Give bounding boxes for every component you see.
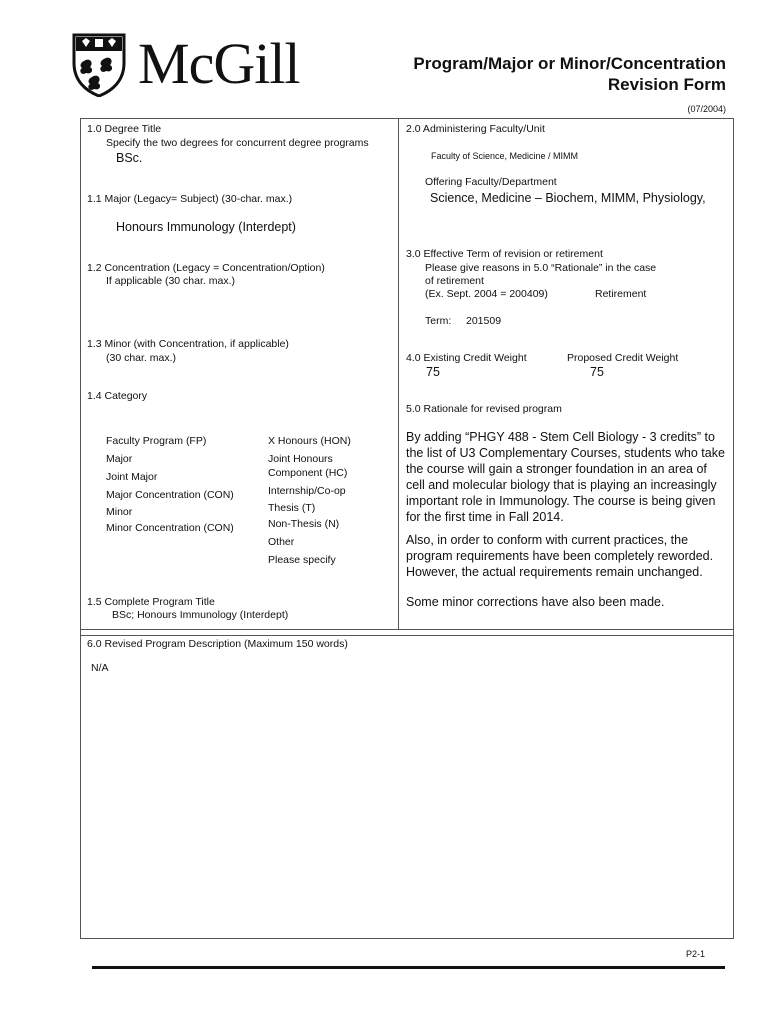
offering-faculty-label: Offering Faculty/Department [425,176,557,188]
mcgill-crest-icon [72,33,126,97]
logo-wordmark: McGill [138,31,300,96]
term-label: Term: [425,315,452,327]
category-option[interactable]: Faculty Program (FP) [106,435,207,447]
category-option[interactable]: Major [106,453,133,465]
complete-title-label: 1.5 Complete Program Title [87,596,215,608]
footer-rule [92,966,725,969]
degree-title-field[interactable]: BSc. [116,151,143,165]
category-option[interactable]: Thesis (T) [268,502,316,514]
admin-faculty-label: 2.0 Administering Faculty/Unit [406,123,545,135]
category-option[interactable]: Joint Honours [268,453,333,465]
category-option[interactable]: Internship/Co-op [268,485,346,497]
column-divider [398,118,399,630]
minor-hint: (30 char. max.) [106,352,177,364]
major-label: 1.1 Major (Legacy= Subject) (30-char. max.) [87,193,293,205]
proposed-credit-field[interactable]: 75 [590,365,604,379]
form-lower-box [80,629,734,939]
category-option[interactable]: Other [268,536,295,548]
category-option[interactable]: Non-Thesis (N) [268,518,340,530]
revised-description-field[interactable]: N/A [91,662,109,674]
rationale-paragraph: Also, in order to conform with current practices, the program requirements have been completely reworded. However, the actual requirements remain unchanged. [406,533,714,579]
concentration-hint: If applicable (30 char. max.) [106,275,235,287]
proposed-credit-label: Proposed Credit Weight [567,352,679,364]
effective-term-example: (Ex. Sept. 2004 = 200409) [425,288,548,300]
major-field[interactable]: Honours Immunology (Interdept) [116,220,296,234]
page-number: P2-1 [686,949,706,959]
complete-title-field[interactable]: BSc; Honours Immunology (Interdept) [112,609,289,621]
category-option[interactable]: Minor [106,506,133,518]
existing-credit-field[interactable]: 75 [426,365,440,379]
existing-credit-label: 4.0 Existing Credit Weight [406,352,527,364]
category-option[interactable]: Major Concentration (CON) [106,489,234,501]
rationale-paragraph: Some minor corrections have also been made. [406,595,665,609]
offering-faculty-field[interactable]: Science, Medicine – Biochem, MIMM, Physiology, [430,191,706,205]
category-option[interactable]: X Honours (HON) [268,435,351,447]
category-label: 1.4 Category [87,390,148,402]
form-version: (07/2004) [687,104,726,114]
concentration-label: 1.2 Concentration (Legacy = Concentration/Option) [87,262,325,274]
rationale-label: 5.0 Rationale for revised program [406,403,562,415]
degree-title-hint: Specify the two degrees for concurrent degree programs [106,137,369,149]
revised-description-label: 6.0 Revised Program Description (Maximum 150 words) [87,638,348,650]
category-option[interactable]: Please specify [268,554,336,566]
term-field[interactable]: 201509 [466,315,502,327]
degree-title-label: 1.0 Degree Title [87,123,162,135]
page-title [413,53,726,95]
effective-term-label: 3.0 Effective Term of revision or retirement [406,248,603,260]
minor-label: 1.3 Minor (with Concentration, if applicable) [87,338,289,350]
category-option[interactable]: Joint Major [106,471,158,483]
title-line-2: Revision Form [607,75,726,94]
effective-term-hint: of retirement [425,275,484,287]
category-option[interactable]: Component (HC) [268,467,348,479]
category-option[interactable]: Minor Concentration (CON) [106,522,234,534]
admin-faculty-field[interactable]: Faculty of Science, Medicine / MIMM [431,151,579,161]
effective-term-hint: Please give reasons in 5.0 “Rationale” in the case [425,262,657,274]
rationale-paragraph: By adding “PHGY 488 - Stem Cell Biology - 3 credits” to the list of U3 Complementary Courses, students who take the course will gain a stronger foundation in an area of cell and molecular biology that is playing an increasingly important role in Immunology. The course is being given for the first time in Fall 2014. [406,430,725,524]
retirement-option[interactable]: Retirement [595,288,647,300]
title-line-1: Program/Major or Minor/Concentration [413,54,726,73]
